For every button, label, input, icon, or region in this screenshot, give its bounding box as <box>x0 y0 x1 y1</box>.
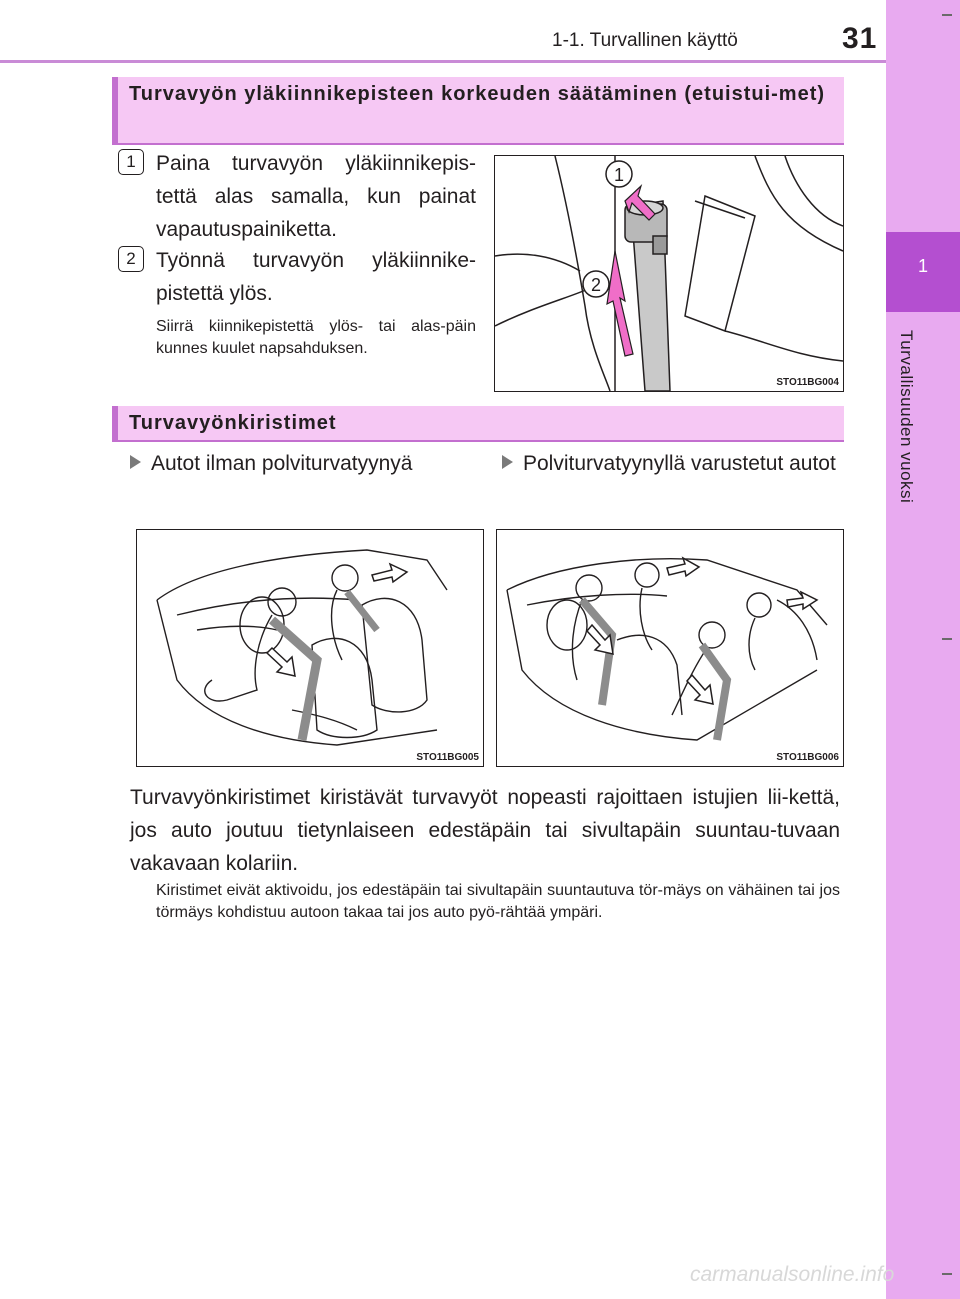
section-heading-pretensioners <box>112 406 844 442</box>
running-header-title: 1-1. Turvallinen käyttö <box>552 30 738 51</box>
cabin-front-illustration <box>137 530 483 766</box>
figure-cabin-front <box>136 529 484 767</box>
section-heading-anchor-adjust <box>112 77 844 145</box>
heading-accent-bar <box>112 406 118 440</box>
figure-belt-anchor <box>494 155 844 392</box>
section-heading-text: Turvavyön yläkiinnikepisteen korkeuden säätäminen (etuistui-met) <box>129 83 826 105</box>
margin-tick <box>942 14 952 16</box>
figure-code: STO11BG006 <box>776 752 839 763</box>
page-number: 31 <box>842 22 878 55</box>
watermark: carmanualsonline.info <box>690 1263 895 1286</box>
bullet-item-knee-airbag: Polviturvatyynyllä varustetut autot <box>502 448 840 480</box>
figure-cabin-rear <box>496 529 844 767</box>
figure-callout-2: 2 <box>590 275 602 295</box>
step-note: Siirrä kiinnikepistettä ylös- tai alas-päin kunnes kuulet napsahduksen. <box>156 318 476 357</box>
bullet-triangle-icon <box>130 455 141 469</box>
margin-tick <box>942 638 952 640</box>
cabin-rear-illustration <box>497 530 843 766</box>
bullet-item-no-knee-airbag: Autot ilman polviturvatyynyä <box>130 448 480 480</box>
chapter-number: 1 <box>917 256 928 276</box>
chapter-tab-strip <box>886 0 960 1299</box>
step-text-1: Paina turvavyön yläkiinnikepis-tettä alas samalla, kun painat vapautuspainiketta. <box>156 152 476 241</box>
bullet-triangle-icon <box>502 455 513 469</box>
heading-accent-bar <box>112 77 118 143</box>
section-heading-text: Turvavyönkiristimet <box>129 412 337 434</box>
belt-anchor-illustration <box>495 156 843 391</box>
body-paragraph: Turvavyönkiristimet kiristävät turvavyöt nopeasti rajoittaen istujien lii-kettä, jos auto joutuu tietynlaiseen edestäpäin tai sivultapäin suuntau-tuvaan vakavaan kolariin. <box>130 786 840 875</box>
step-number-1: 1 <box>118 149 144 175</box>
header-rule <box>0 60 886 63</box>
body-note: Kiristimet eivät aktivoidu, jos edestäpäin tai sivultapäin suuntautuva tör-mäys on vähäinen tai jos törmäys kohdistuu autoon takaa tai jos auto pyö-rähtää ympäri. <box>156 882 840 921</box>
figure-code: STO11BG005 <box>416 752 479 763</box>
margin-tick <box>942 1273 952 1275</box>
step-text-2: Työnnä turvavyön yläkiinnike-pistettä ylös. <box>156 249 476 305</box>
step-number-2: 2 <box>118 246 144 272</box>
chapter-label: Turvallisuuden vuoksi <box>897 330 916 504</box>
push-up-arrow <box>607 251 633 356</box>
figure-code: STO11BG004 <box>776 377 839 388</box>
figure-callout-1: 1 <box>613 165 625 185</box>
